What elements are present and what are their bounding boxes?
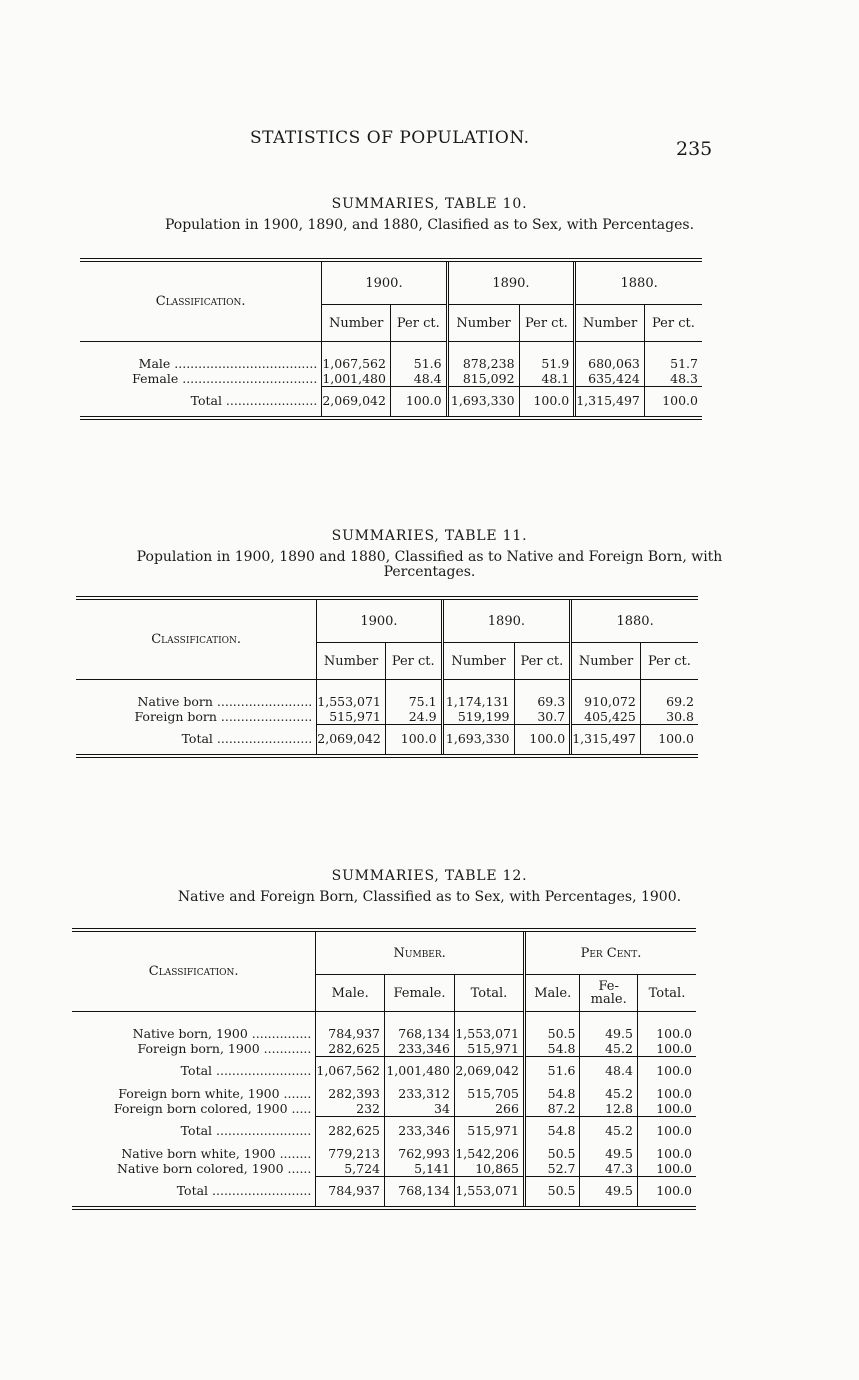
cell: 48.1 bbox=[519, 371, 575, 387]
cell: 1,693,330 bbox=[442, 725, 514, 755]
percent-header: Per ct. bbox=[640, 643, 698, 680]
cell: 54.8 bbox=[524, 1041, 580, 1057]
cell: 515,971 bbox=[317, 709, 386, 725]
percent-header: Per ct. bbox=[519, 305, 575, 342]
cell: 100.0 bbox=[656, 1026, 692, 1041]
row-label: Total ........................ bbox=[72, 1117, 316, 1147]
cell: 100.0 bbox=[656, 1041, 692, 1056]
table-row bbox=[72, 1161, 696, 1177]
row-label: Foreign born, 1900 ............ bbox=[72, 1041, 316, 1057]
cell: 515,705 bbox=[454, 1086, 524, 1101]
table-title: SUMMARIES, TABLE 11. bbox=[331, 528, 528, 544]
cell: 1,693,330 bbox=[447, 387, 519, 417]
table-row bbox=[72, 1012, 696, 1042]
cell: 232 bbox=[316, 1101, 385, 1117]
table-subtitle: Population in 1900, 1890 and 1880, Classified as to Native and Foreign Born, with bbox=[136, 549, 723, 565]
cell: 12.8 bbox=[580, 1101, 637, 1117]
cell: 54.8 bbox=[524, 1117, 580, 1147]
cell: 52.7 bbox=[524, 1161, 580, 1177]
row-label: Total ........................ bbox=[76, 725, 317, 755]
cell: 1,174,131 bbox=[442, 680, 514, 710]
total-row bbox=[76, 725, 698, 755]
cell: 100.0 bbox=[519, 387, 575, 417]
cell: 34 bbox=[385, 1101, 455, 1117]
cell: 51.7 bbox=[670, 356, 698, 371]
cell: 50.5 bbox=[524, 1146, 580, 1161]
cell: 87.2 bbox=[524, 1101, 580, 1117]
cell: 1,553,071 bbox=[454, 1177, 524, 1207]
cell: 48.4 bbox=[580, 1057, 637, 1087]
cell: 282,625 bbox=[316, 1117, 385, 1147]
cell: 1,001,480 bbox=[385, 1057, 455, 1087]
year-header: 1890. bbox=[442, 600, 571, 643]
total-row bbox=[80, 387, 702, 417]
percent-group-header: Per Cent. bbox=[524, 932, 696, 975]
cell: 1,553,071 bbox=[454, 1012, 524, 1042]
table-subtitle: Native and Foreign Born, Classified as to Sex, with Percentages, 1900. bbox=[177, 889, 682, 905]
table-subtitle: Population in 1900, 1890, and 1880, Clasified as to Sex, with Percentages. bbox=[164, 217, 695, 233]
cell: 519,199 bbox=[442, 709, 514, 725]
cell: 515,971 bbox=[454, 1117, 524, 1147]
cell: 233,312 bbox=[385, 1086, 455, 1101]
row-label: Total ......................... bbox=[72, 1177, 316, 1207]
total-row bbox=[72, 1177, 696, 1207]
classification-header: Classification. bbox=[72, 932, 316, 1012]
cell: 100.0 bbox=[637, 1177, 696, 1207]
table-row bbox=[80, 342, 702, 372]
row-label: Female .................................. bbox=[80, 371, 322, 387]
cell: 49.5 bbox=[580, 1146, 637, 1161]
cell: 51.9 bbox=[519, 342, 575, 372]
table-title: SUMMARIES, TABLE 10. bbox=[331, 196, 528, 212]
year-header: 1890. bbox=[447, 262, 575, 305]
cell: 48.3 bbox=[670, 371, 698, 386]
cell: 784,937 bbox=[316, 1177, 385, 1207]
cell: 100.0 bbox=[637, 1117, 696, 1147]
cell: 69.2 bbox=[666, 694, 694, 709]
cell: 30.7 bbox=[514, 709, 571, 725]
table-11 bbox=[76, 596, 698, 758]
row-label: Total ........................ bbox=[72, 1057, 316, 1087]
cell: 54.8 bbox=[524, 1086, 580, 1101]
number-header: Number bbox=[571, 643, 641, 680]
cell: 405,425 bbox=[571, 709, 641, 725]
table-12 bbox=[72, 928, 696, 1210]
year-header: 1900. bbox=[322, 262, 447, 305]
cell: 100.0 bbox=[656, 1101, 692, 1116]
cell: 45.2 bbox=[580, 1117, 637, 1147]
year-header: 1880. bbox=[575, 262, 702, 305]
percent-header: Per ct. bbox=[514, 643, 571, 680]
cell: 282,625 bbox=[316, 1041, 385, 1057]
percent-header: Per ct. bbox=[390, 305, 447, 342]
cell: 1,542,206 bbox=[454, 1146, 524, 1161]
cell: 779,213 bbox=[316, 1146, 385, 1161]
table-10-heading bbox=[0, 196, 859, 233]
table-10 bbox=[80, 258, 702, 420]
cell: 47.3 bbox=[580, 1161, 637, 1177]
table-row bbox=[76, 680, 698, 710]
female-header: Female. bbox=[385, 975, 455, 1012]
row-label: Total ....................... bbox=[80, 387, 322, 417]
cell: 30.8 bbox=[666, 709, 694, 724]
cell: 784,937 bbox=[316, 1012, 385, 1042]
cell: 45.2 bbox=[580, 1086, 637, 1101]
cell: 100.0 bbox=[656, 1161, 692, 1176]
cell: 2,069,042 bbox=[317, 725, 386, 755]
cell: 49.5 bbox=[580, 1012, 637, 1042]
cell: 100.0 bbox=[656, 1146, 692, 1161]
cell: 762,993 bbox=[385, 1146, 455, 1161]
cell: 515,971 bbox=[454, 1041, 524, 1057]
cell: 1,067,562 bbox=[316, 1057, 385, 1087]
male-header: Male. bbox=[524, 975, 580, 1012]
table-row bbox=[76, 709, 698, 725]
cell: 75.1 bbox=[385, 680, 442, 710]
cell: 768,134 bbox=[385, 1012, 455, 1042]
cell: 680,063 bbox=[575, 342, 645, 372]
row-label: Native born white, 1900 ........ bbox=[72, 1146, 316, 1161]
total-row bbox=[72, 1057, 696, 1087]
cell: 1,315,497 bbox=[571, 725, 641, 755]
year-header: 1880. bbox=[571, 600, 698, 643]
table-row bbox=[72, 1086, 696, 1101]
cell: 233,346 bbox=[385, 1041, 455, 1057]
percent-header: Per ct. bbox=[385, 643, 442, 680]
percent-header: Per ct. bbox=[644, 305, 702, 342]
cell: 2,069,042 bbox=[322, 387, 391, 417]
row-label: Foreign born ....................... bbox=[76, 709, 317, 725]
row-label: Foreign born colored, 1900 ..... bbox=[72, 1101, 316, 1117]
cell: 45.2 bbox=[580, 1041, 637, 1057]
number-header: Number bbox=[317, 643, 386, 680]
cell: 69.3 bbox=[514, 680, 571, 710]
table-subtitle-cont: Percentages. bbox=[383, 564, 476, 580]
table-11-heading bbox=[0, 528, 859, 580]
row-label: Male .................................... bbox=[80, 342, 322, 372]
total-header: Total. bbox=[454, 975, 524, 1012]
cell: 768,134 bbox=[385, 1177, 455, 1207]
page-number: 235 bbox=[676, 138, 713, 160]
cell: 1,553,071 bbox=[317, 680, 386, 710]
cell: 635,424 bbox=[575, 371, 645, 387]
running-title: STATISTICS OF POPULATION. bbox=[250, 128, 530, 148]
row-label: Native born ........................ bbox=[76, 680, 317, 710]
classification-header: Classification. bbox=[80, 262, 322, 342]
table-row bbox=[80, 371, 702, 387]
table-row bbox=[72, 1041, 696, 1057]
cell: 50.5 bbox=[524, 1012, 580, 1042]
classification-header: Classification. bbox=[76, 600, 317, 680]
cell: 100.0 bbox=[385, 725, 442, 755]
cell: 2,069,042 bbox=[454, 1057, 524, 1087]
cell: 282,393 bbox=[316, 1086, 385, 1101]
cell: 266 bbox=[454, 1101, 524, 1117]
cell: 48.4 bbox=[390, 371, 447, 387]
cell: 100.0 bbox=[640, 725, 698, 755]
number-header: Number bbox=[322, 305, 391, 342]
total-header: Total. bbox=[637, 975, 696, 1012]
cell: 100.0 bbox=[514, 725, 571, 755]
cell: 50.5 bbox=[524, 1177, 580, 1207]
cell: 1,067,562 bbox=[322, 342, 391, 372]
page-header bbox=[0, 128, 859, 158]
male-header: Male. bbox=[316, 975, 385, 1012]
table-row bbox=[72, 1101, 696, 1117]
table-12-heading bbox=[0, 868, 859, 905]
row-label: Foreign born white, 1900 ....... bbox=[72, 1086, 316, 1101]
cell: 5,141 bbox=[385, 1161, 455, 1177]
number-group-header: Number. bbox=[316, 932, 525, 975]
cell: 100.0 bbox=[644, 387, 702, 417]
cell: 24.9 bbox=[385, 709, 442, 725]
number-header: Number bbox=[442, 643, 514, 680]
cell: 878,238 bbox=[447, 342, 519, 372]
cell: 100.0 bbox=[637, 1057, 696, 1087]
row-label: Native born, 1900 ............... bbox=[72, 1012, 316, 1042]
cell: 910,072 bbox=[571, 680, 641, 710]
cell: 1,001,480 bbox=[322, 371, 391, 387]
cell: 5,724 bbox=[316, 1161, 385, 1177]
total-row bbox=[72, 1117, 696, 1147]
cell: 51.6 bbox=[390, 342, 447, 372]
table-row bbox=[72, 1146, 696, 1161]
cell: 233,346 bbox=[385, 1117, 455, 1147]
cell: 815,092 bbox=[447, 371, 519, 387]
cell: 49.5 bbox=[580, 1177, 637, 1207]
row-label: Native born colored, 1900 ...... bbox=[72, 1161, 316, 1177]
cell: 100.0 bbox=[390, 387, 447, 417]
cell: 100.0 bbox=[656, 1086, 692, 1101]
female-header: Fe- male. bbox=[580, 975, 637, 1012]
cell: 1,315,497 bbox=[575, 387, 645, 417]
number-header: Number bbox=[575, 305, 645, 342]
cell: 51.6 bbox=[524, 1057, 580, 1087]
table-title: SUMMARIES, TABLE 12. bbox=[331, 868, 528, 884]
number-header: Number bbox=[447, 305, 519, 342]
year-header: 1900. bbox=[317, 600, 442, 643]
cell: 10,865 bbox=[454, 1161, 524, 1177]
